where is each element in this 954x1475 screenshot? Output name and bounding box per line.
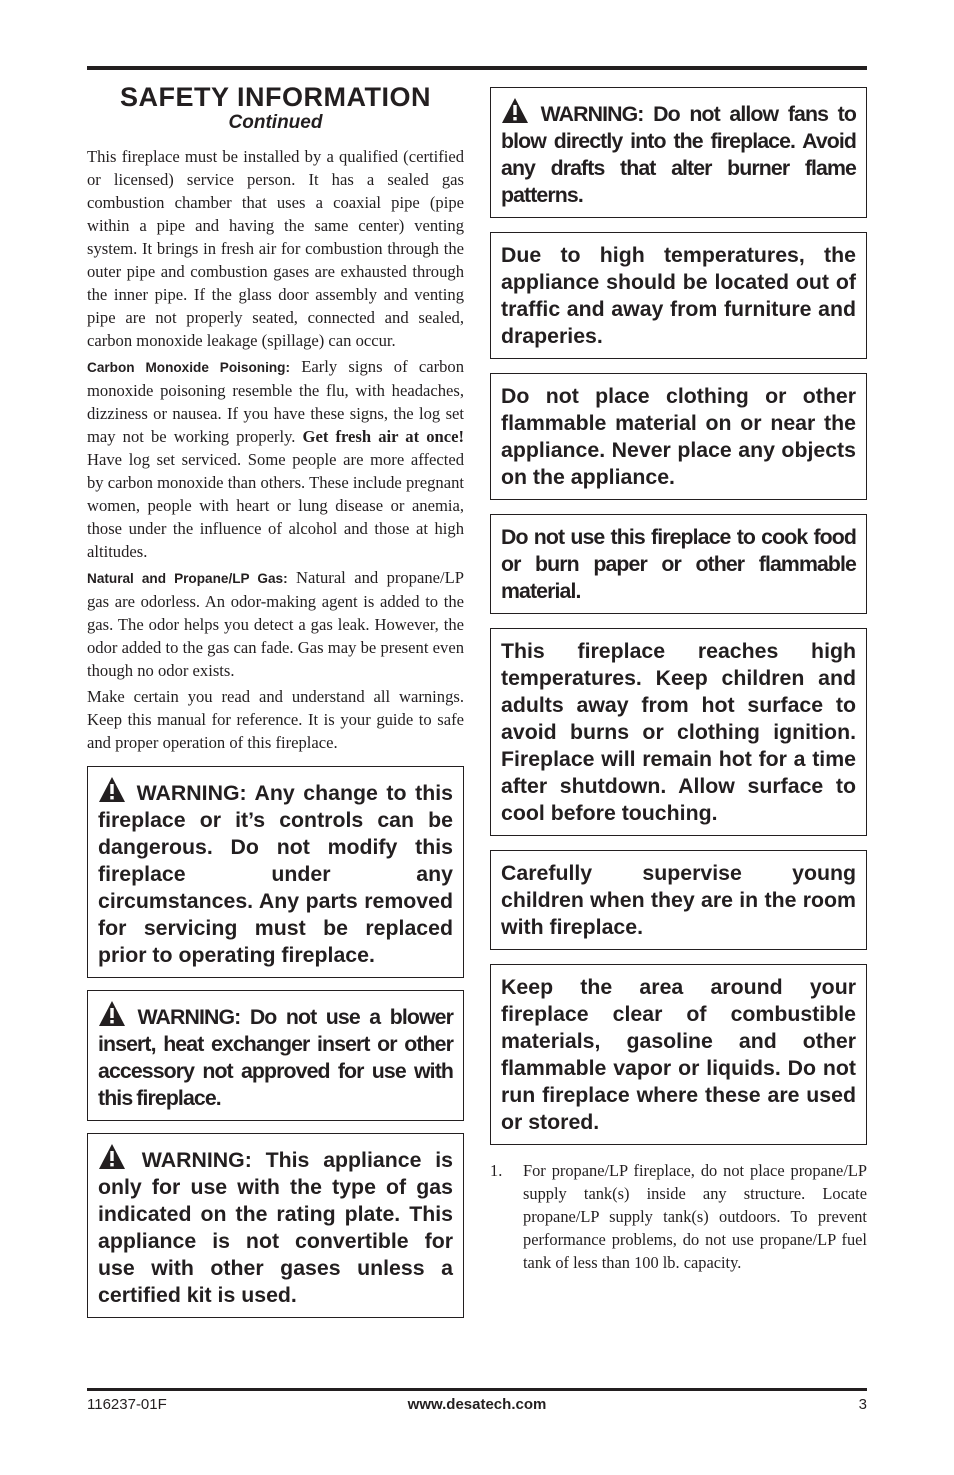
page-footer bbox=[87, 1396, 867, 1416]
notice-box-area: Keep the area around your fireplace clear of combustible materials, gasoline and other flammable vapor or liquids. Do not run fireplace where these are used or stored. bbox=[490, 964, 867, 1145]
warning-triangle-icon bbox=[501, 97, 529, 124]
notice-box-cook: Do not use this fireplace to cook food or burn paper or other flammable material. bbox=[490, 514, 867, 614]
warning-box-gas-type bbox=[87, 1133, 464, 1318]
warning-triangle-icon bbox=[98, 1143, 126, 1170]
warning-box-fans bbox=[490, 87, 867, 218]
website-link[interactable]: www.desatech.com bbox=[407, 1396, 547, 1413]
page-number: 3 bbox=[858, 1396, 867, 1413]
gas-text: Natural and propane/LP gas are odorless. An odor-making agent is added to the gas. The odor helps you detect a gas leak. However, the odor added to the gas can fade. Gas may be present even though no odor exists. bbox=[87, 568, 464, 680]
right-column bbox=[490, 87, 867, 1274]
numbered-list bbox=[490, 1159, 867, 1274]
gas-lead: Natural and Propane/LP Gas: bbox=[87, 571, 288, 586]
intro-paragraph: This fireplace must be installed by a qualified (certified or licensed) service person. It has a sealed gas combustion chamber that uses a coaxial pipe (pipe within a pipe and having the same center) venting system. It brings in fresh air for combustion through the outer pipe and combustion gases are exhausted through the inner pipe. If the glass door assembly and venting pipe are not properly seated, connected and sealed, carbon monoxide leakage (spillage) can occur. bbox=[87, 147, 464, 350]
bottom-rule bbox=[87, 1388, 867, 1391]
warning-modify-text: WARNING: Any change to this fireplace or it’s controls can be dangerous. Do not modify this fireplace under any circumstances. Any parts removed for servicing must be replaced prior to operating fireplace. bbox=[98, 781, 454, 967]
warning-triangle-icon bbox=[98, 776, 126, 803]
warning-insert-text: WARNING: Do not use a blower insert, heat exchanger insert or other accessory not approved for use with this fireplace. bbox=[98, 1005, 453, 1110]
warning-triangle-icon bbox=[98, 1000, 126, 1027]
notice-box-temperature: Due to high temperatures, the appliance should be located out of traffic and away from furniture and draperies. bbox=[490, 232, 867, 359]
notice-box-hot: This fireplace reaches high temperatures. Keep children and adults away from hot surface to avoid burns or clothing ignition. Fireplace will remain hot for a time after shutdown. Allow surface to cool before touching. bbox=[490, 628, 867, 836]
document-number: 116237-01F bbox=[87, 1396, 167, 1413]
notice-box-supervise: Carefully supervise young children when they are in the room with fireplace. bbox=[490, 850, 867, 950]
section-subtitle: Continued bbox=[228, 112, 323, 133]
warning-fans-text: WARNING: Do not allow fans to blow directly into the fireplace. Avoid any drafts that alter burner flame patterns. bbox=[501, 102, 856, 207]
warning-box-insert bbox=[87, 990, 464, 1121]
warning-box-modify bbox=[87, 766, 464, 978]
list-item-number: 1. bbox=[490, 1161, 503, 1180]
notice-box-clothing: Do not place clothing or other flammable material on or near the appliance. Never place any objects on the appliance. bbox=[490, 373, 867, 500]
co-text-2: Have log set serviced. Some people are more affected by carbon monoxide than others. These include pregnant women, people with heart or lung disease or anemia, those under the influence of alcohol and those at high altitudes. bbox=[87, 450, 464, 561]
list-item-text: For propane/LP fireplace, do not place propane/LP supply tank(s) inside any structure. Locate propane/LP supply tank(s) outdoors. To prevent performance problems, do not use propane/LP fuel tank of less than 100 lb. capacity. bbox=[523, 1161, 867, 1272]
left-column bbox=[87, 82, 464, 1330]
warning-gas-type-text: WARNING: This appliance is only for use with the type of gas indicated on the rating plate. This appliance is not convertible for use with other gases unless a certified kit is used. bbox=[98, 1148, 453, 1307]
co-poisoning-lead: Carbon Monoxide Poisoning: bbox=[87, 360, 290, 375]
section-title: SAFETY INFORMATION bbox=[120, 82, 431, 112]
top-rule bbox=[87, 66, 867, 70]
manual-paragraph: Make certain you read and understand all warnings. Keep this manual for reference. It is your guide to safe and proper operation of this fireplace. bbox=[87, 687, 464, 752]
gas-paragraph bbox=[87, 566, 464, 682]
co-text-1: Early signs of carbon monoxide poisoning resemble the flu, with headaches, dizziness or nausea. If you have these signs, the log set may not be working properly. bbox=[87, 357, 465, 446]
list-item bbox=[490, 1159, 867, 1274]
co-bold: Get fresh air at once! bbox=[302, 427, 464, 446]
co-poisoning-paragraph bbox=[87, 355, 464, 563]
